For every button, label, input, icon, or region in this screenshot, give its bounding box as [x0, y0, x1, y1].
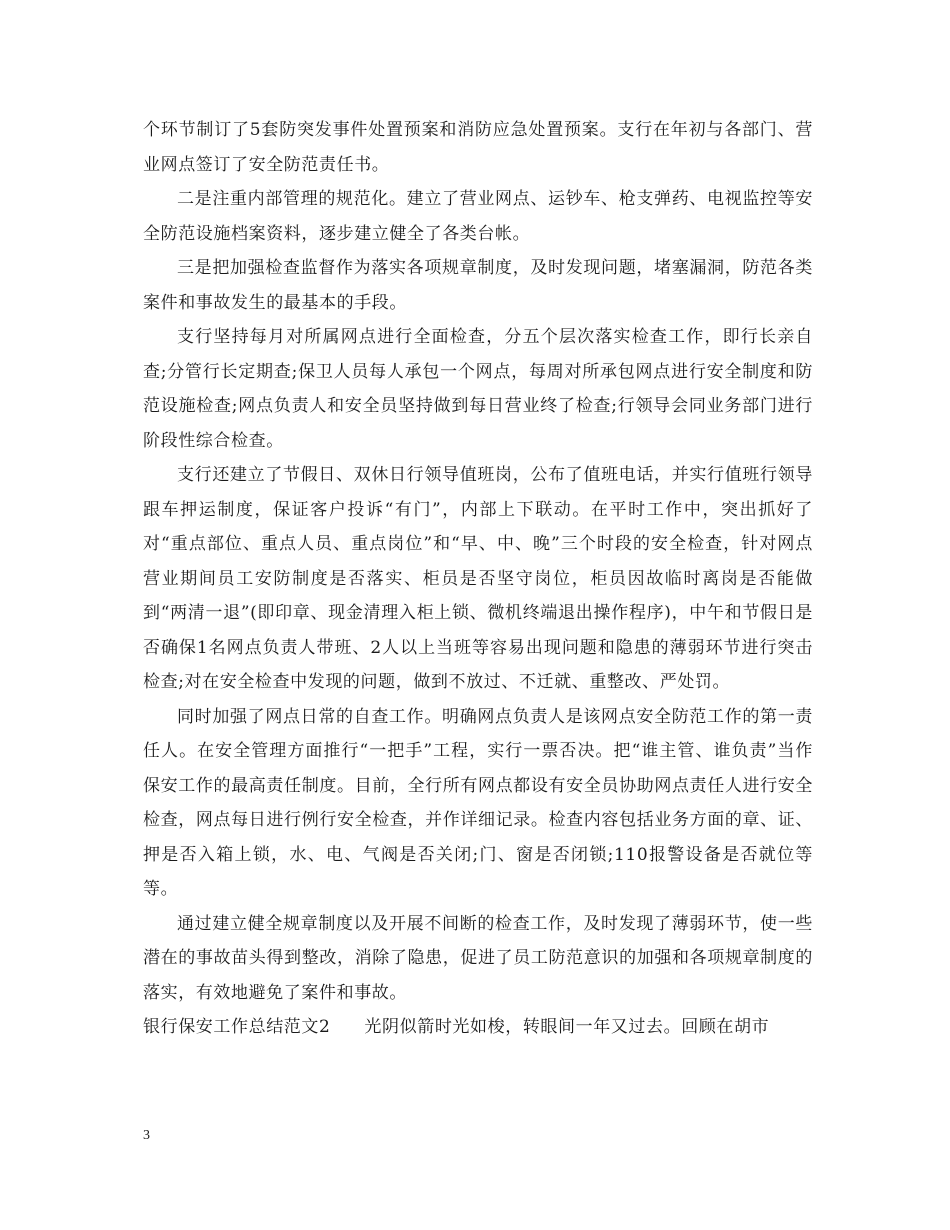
page-number: 3 — [143, 1128, 150, 1143]
section-title: 银行保安工作总结范文2 — [143, 1017, 331, 1037]
section-heading-line — [143, 1010, 813, 1045]
paragraph: 支行坚持每月对所属网点进行全面检查，分五个层次落实检查工作，即行长亲自查;分管行长定期查;保卫人员每人承包一个网点，每周对所承包网点进行安全制度和防范设施检查;网点负责人和安全员坚持做到每日营业终了检查;行领导会同业务部门进行阶段性综合检查。 — [143, 327, 813, 451]
paragraph: 通过建立健全规章制度以及开展不间断的检查工作，及时发现了薄弱环节，使一些潜在的事故苗头得到整改，消除了隐患，促进了员工防范意识的加强和各项规章制度的落实，有效地避免了案件和事故。 — [143, 913, 813, 1003]
document-body — [143, 113, 813, 1045]
paragraph: 个环节制订了5套防突发事件处置预案和消防应急处置预案。支行在年初与各部门、营业网点签订了安全防范责任书。 — [143, 120, 813, 175]
section-lead-text: 光阴似箭时光如梭，转眼间一年又过去。回顾在胡市 — [364, 1017, 770, 1037]
paragraph: 三是把加强检查监督作为落实各项规章制度，及时发现问题，堵塞漏洞，防范各类案件和事故发生的最基本的手段。 — [143, 258, 813, 313]
paragraph: 同时加强了网点日常的自查工作。明确网点负责人是该网点安全防范工作的第一责任人。在安全管理方面推行“一把手”工程，实行一票否决。把“谁主管、谁负责”当作保安工作的最高责任制度。目前，全行所有网点都设有安全员协助网点责任人进行安全检查，网点每日进行例行安全检查，并作详细记录。检查内容包括业务方面的章、证、押是否入箱上锁，水、电、气阀是否关闭;门、窗是否闭锁;110报警设备是否就位等等。 — [143, 706, 813, 899]
paragraph: 二是注重内部管理的规范化。建立了营业网点、运钞车、枪支弹药、电视监控等安全防范设施档案资料，逐步建立健全了各类台帐。 — [143, 189, 813, 244]
paragraph: 支行还建立了节假日、双休日行领导值班岗，公布了值班电话，并实行值班行领导跟车押运制度，保证客户投诉“有门”，内部上下联动。在平时工作中，突出抓好了对“重点部位、重点人员、重点岗位”和“早、中、晚”三个时段的安全检查，针对网点营业期间员工安防制度是否落实、柜员是否坚守岗位，柜员因故临时离岗是否能做到“两清一退”(即印章、现金清理入柜上锁、微机终端退出操作程序)，中午和节假日是否确保1名网点负责人带班、2人以上当班等容易出现问题和隐患的薄弱环节进行突击检查;对在安全检查中发现的问题，做到不放过、不迁就、重整改、严处罚。 — [143, 465, 813, 692]
